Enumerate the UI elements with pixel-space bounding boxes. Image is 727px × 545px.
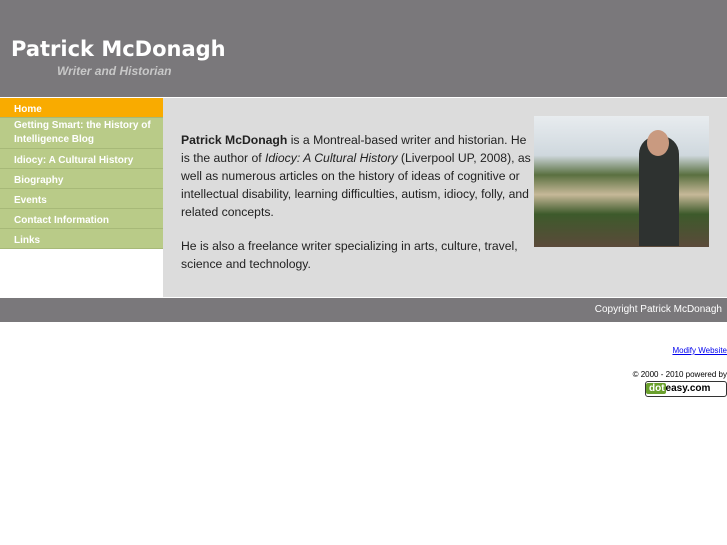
main-content <box>163 98 727 297</box>
author-name: Patrick McDonagh <box>181 133 288 147</box>
badge-dot: dot <box>646 383 666 394</box>
badge-rest: easy.com <box>665 383 711 394</box>
header <box>0 0 727 97</box>
site-subtitle: Writer and Historian <box>57 64 172 78</box>
author-photo <box>534 116 709 247</box>
nav-events[interactable]: Events <box>0 189 163 209</box>
person-face <box>647 130 669 156</box>
nav-idiocy[interactable]: Idiocy: A Cultural History <box>0 149 163 169</box>
sidebar-nav <box>0 98 163 249</box>
nav-links[interactable]: Links <box>0 229 163 249</box>
text: (Liverpool UP, 2008), as well as numerous articles on the history of ideas of cognitive or intellectual disability, learning difficulties, autism, idiocy, folly, and related concepts. <box>181 151 531 219</box>
intro-paragraph <box>181 131 531 221</box>
book-title: Idiocy: A Cultural History <box>265 151 398 165</box>
doteasy-badge[interactable] <box>645 381 727 397</box>
modify-website-link[interactable]: Modify Website <box>672 346 727 355</box>
nav-contact[interactable]: Contact Information <box>0 209 163 229</box>
text: is a Montreal-based writer and historian. He is the author of <box>181 133 527 165</box>
nav-home[interactable]: Home <box>0 98 163 118</box>
copyright: Copyright Patrick McDonagh <box>594 304 722 315</box>
freelance-paragraph: He is also a freelance writer specializing in arts, culture, travel, science and technology. <box>181 239 518 271</box>
footer-bar <box>0 298 727 322</box>
intro-text <box>181 131 531 289</box>
powered-by: © 2000 - 2010 powered by <box>632 370 727 379</box>
nav-biography[interactable]: Biography <box>0 169 163 189</box>
nav-blog[interactable]: Getting Smart: the History of Intelligence Blog <box>0 118 163 149</box>
site-title: Patrick McDonagh <box>11 37 226 61</box>
